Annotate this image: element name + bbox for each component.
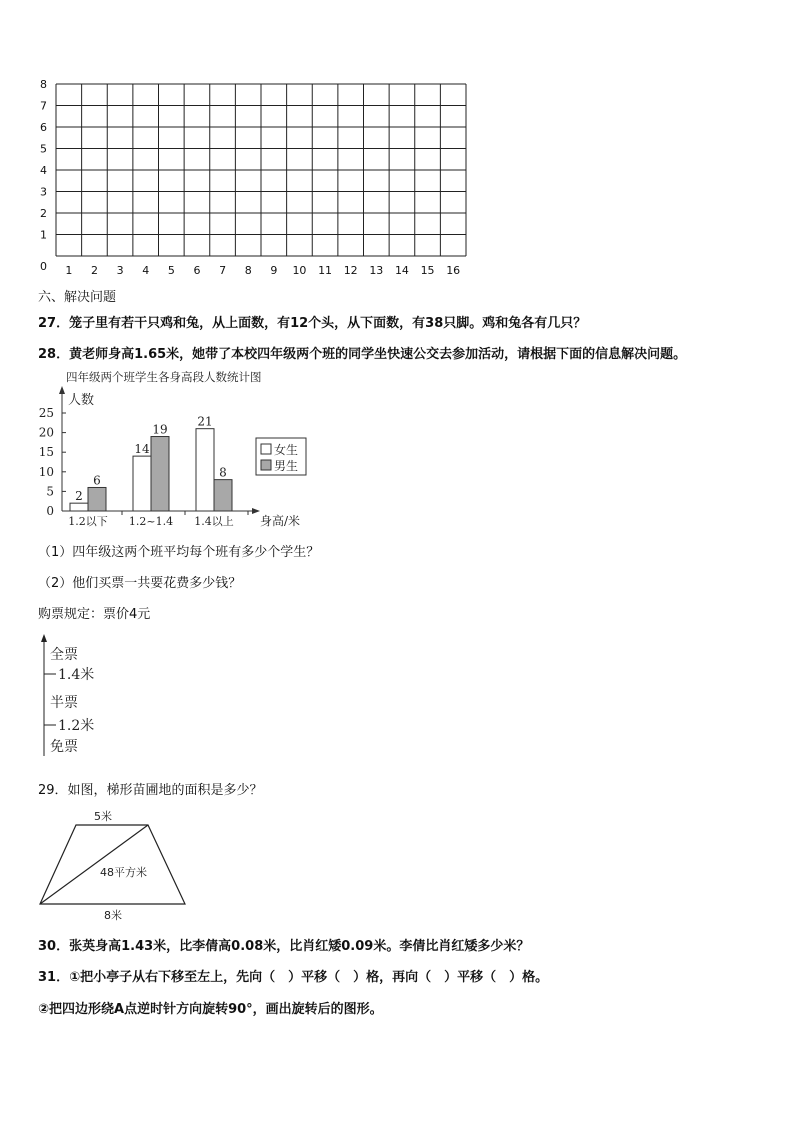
- grid-x-label: 2: [90, 264, 98, 277]
- question-30: 30．张英身高1.43米，比李倩高0.08米，比肖红矮0.09米。李倩比肖红矮多少米？: [38, 939, 530, 954]
- grid-x-label: 9: [270, 264, 278, 277]
- chart-category-label: 1.4以上: [194, 515, 234, 528]
- chart-title: 四年级两个班学生各身高段人数统计图: [66, 370, 262, 384]
- chart-x-axis-arrow: [252, 508, 260, 514]
- grid-x-label: 16: [446, 264, 461, 277]
- chart-bars: [70, 415, 248, 515]
- chart-bar: [151, 437, 169, 511]
- grid-x-label: 4: [142, 264, 150, 277]
- grid-x-label: 6: [193, 264, 201, 277]
- grid-x-label: 15: [420, 264, 435, 277]
- trapezoid-figure: [36, 806, 196, 924]
- chart-data-label: 2: [75, 489, 83, 504]
- chart-categories: [68, 514, 234, 528]
- trapezoid-bottom-label: 8米: [104, 909, 122, 922]
- coordinate-grid: [30, 78, 480, 280]
- scale-free-ticket: 免票: [50, 739, 78, 755]
- grid-lines: [56, 84, 466, 256]
- grid-y-label: 6: [40, 121, 47, 134]
- legend-label: 男生: [274, 459, 299, 473]
- grid-x-label: 1: [65, 264, 73, 277]
- grid-y-label: 7: [40, 99, 47, 113]
- ticket-height-scale: [36, 632, 126, 762]
- chart-y-tick-label: 15: [38, 445, 54, 460]
- chart-y-axis-arrow: [59, 386, 65, 394]
- chart-data-label: 14: [134, 442, 150, 457]
- legend-swatch: [261, 444, 271, 454]
- chart-bar: [214, 480, 232, 511]
- question-27: 27．笼子里有若干只鸡和兔，从上面数，有12个头，从下面数，有38只脚。鸡和兔各有几只？: [38, 316, 587, 331]
- scale-mark-high: 1.4米: [58, 667, 95, 683]
- grid-x-label: 3: [116, 264, 124, 277]
- ticket-rule: 购票规定：票价4元: [38, 607, 151, 622]
- trapezoid-shape: [40, 825, 185, 904]
- grid-x-label: 5: [167, 264, 175, 277]
- grid-x-label: 14: [394, 264, 409, 277]
- grid-y-label: 5: [40, 142, 47, 156]
- grid-x-label: 11: [318, 264, 333, 277]
- chart-legend: [256, 438, 306, 475]
- chart-category-label: 1.2以下: [68, 515, 108, 528]
- grid-y-label: 0: [40, 260, 47, 273]
- legend-label: 女生: [274, 443, 299, 457]
- question-28-part-1: （1）四年级这两个班平均每个班有多少个学生？: [38, 545, 320, 560]
- grid-x-label: 8: [244, 264, 252, 277]
- section-title: 六、解决问题: [38, 290, 117, 305]
- grid-y-label: 2: [40, 207, 47, 220]
- trapezoid-diagonal: [40, 825, 148, 904]
- chart-data-label: 8: [219, 465, 227, 480]
- chart-data-label: 21: [197, 414, 213, 429]
- chart-y-tick-label: 25: [38, 406, 54, 420]
- grid-y-label: 4: [40, 164, 47, 177]
- scale-full-ticket: 全票: [50, 647, 78, 663]
- scale-axis-arrow: [41, 634, 47, 642]
- chart-y-label: 人数: [68, 393, 95, 408]
- grid-x-label: 10: [292, 264, 307, 277]
- chart-y-tick-label: 5: [46, 484, 54, 499]
- chart-bar: [133, 456, 151, 511]
- scale-mark-low: 1.2米: [58, 718, 95, 734]
- question-29: 29．如图，梯形苗圃地的面积是多少？: [38, 783, 263, 798]
- trapezoid-top-label: 5米: [94, 810, 112, 823]
- grid-x-label: 7: [219, 264, 227, 277]
- chart-data-label: 19: [152, 422, 168, 437]
- question-28: 28．黄老师身高1.65米，她带了本校四年级两个班的同学坐快速公交去参加活动，请根据下面的信息解决问题。: [38, 347, 687, 362]
- grid-x-label: 13: [369, 264, 384, 277]
- trapezoid-area-label: 48平方米: [100, 866, 147, 879]
- chart-y-tick-label: 20: [38, 425, 54, 440]
- height-bar-chart: [30, 366, 320, 532]
- chart-x-label: 身高/米: [260, 514, 301, 528]
- chart-y-tick-label: 10: [38, 464, 54, 479]
- question-31-part-2: ②把四边形绕A点逆时针方向旋转90°，画出旋转后的图形。: [38, 1002, 383, 1017]
- grid-y-labels: [40, 78, 47, 273]
- legend-swatch: [261, 460, 271, 470]
- chart-bar: [88, 487, 106, 511]
- scale-half-ticket: 半票: [50, 695, 78, 711]
- grid-x-label: 12: [343, 264, 358, 277]
- grid-y-label: 3: [40, 185, 47, 199]
- grid-x-labels: [65, 264, 460, 277]
- grid-y-label: 1: [40, 228, 47, 242]
- question-28-part-2: （2）他们买票一共要花费多少钱？: [38, 576, 242, 591]
- chart-category-label: 1.2~1.4: [128, 515, 174, 528]
- grid-y-label: 8: [40, 78, 47, 91]
- chart-bar: [70, 503, 88, 511]
- chart-bar: [196, 429, 214, 511]
- chart-data-label: 6: [93, 473, 101, 488]
- question-31-part-1: 31．①把小亭子从右下移至左上，先向（ ）平移（ ）格，再向（ ）平移（ ）格。: [38, 970, 549, 985]
- chart-y-tick-label: 0: [46, 504, 54, 518]
